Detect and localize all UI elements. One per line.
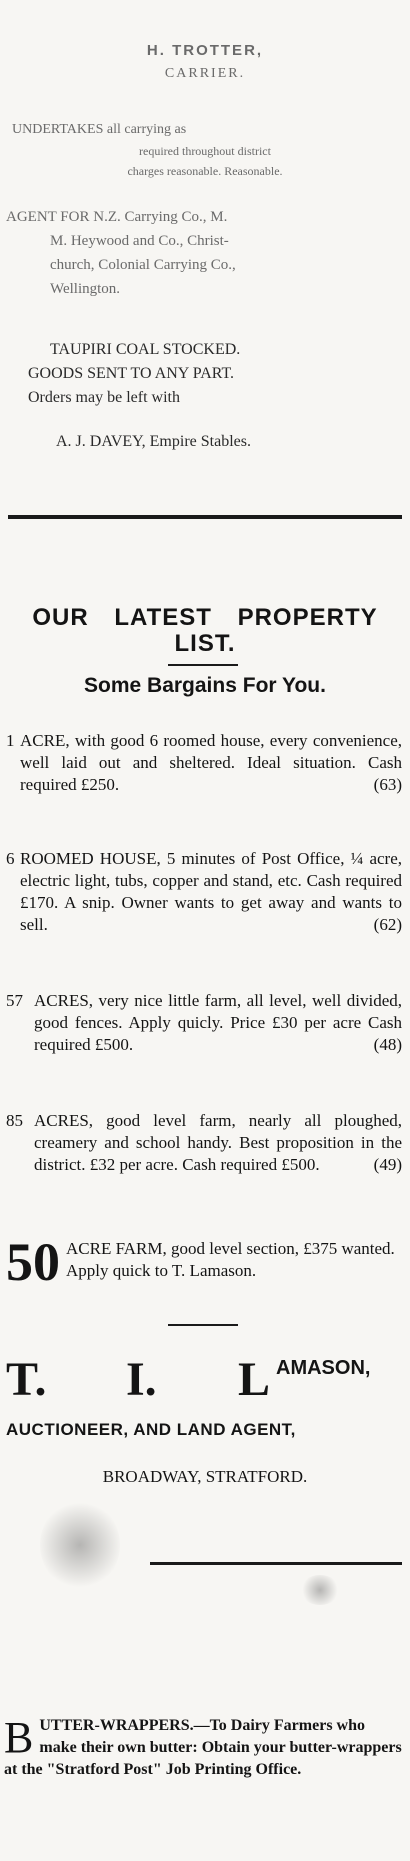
trotter-agent-line-2: M. Heywood and Co., Christ- <box>50 233 229 249</box>
lamason-surname: AMASON, <box>276 1357 371 1379</box>
trotter-name: H. TROTTER, <box>146 42 264 59</box>
trotter-coal-line: TAUPIRI COAL STOCKED. <box>50 341 241 358</box>
listing-item <box>6 990 402 1056</box>
lamason-initial-l: L <box>238 1353 271 1406</box>
lamason-name <box>6 1352 404 1408</box>
listing-first-line: ACRES, good level farm, nearly all <box>34 1111 322 1130</box>
heading-underline <box>168 664 238 666</box>
section-rule <box>8 515 402 519</box>
trotter-davey-line: A. J. DAVEY, Empire Stables. <box>56 433 251 450</box>
trotter-trade: CARRIER. <box>164 66 246 81</box>
butter-headline: UTTER-WRAPPERS.—To Dairy <box>39 1717 270 1734</box>
butter-text: Farmers who make their own butter: Obtain your butter-wrappers at the "Stratford Post" Job Printing Office. <box>4 1717 402 1778</box>
trotter-line-2: required throughout district <box>139 144 271 158</box>
farm-listing <box>6 1232 402 1292</box>
trotter-agent-line-4: Wellington. <box>50 281 121 297</box>
listing-text: every convenience, well laid out and sheltered. Ideal situation. Cash required £250. <box>20 731 403 794</box>
farm-text: ACRE FARM, good level section, £375 wanted. Apply quick to T. Lamason. <box>66 1239 395 1280</box>
listing-first-line: ACRES, very nice little farm, all <box>34 991 264 1010</box>
listing-divider <box>168 1324 238 1326</box>
listing-text: level, well divided, good fences. Apply quicly. Price £30 per acre Cash required £500. <box>34 991 402 1054</box>
listing-first-line: ROOMED HOUSE, 5 minutes of <box>20 849 256 868</box>
section-rule <box>150 1562 402 1565</box>
butter-dropcap: B <box>4 1713 34 1762</box>
listing-first-line: ACRE, with good 6 roomed house, <box>20 731 265 750</box>
listing-text: Post Office, ¼ acre, electric light, tubs, copper and stand, etc. Cash required £170. A snip. Owner wants to get away and wants to sell. <box>20 849 402 934</box>
lamason-title: AUCTIONEER, AND LAND AGENT, <box>6 1420 296 1439</box>
listing-text: ploughed, creamery and school handy. Best proposition in the district. £32 per acre. Cash required £500. <box>34 1111 403 1174</box>
listing-item <box>6 730 402 796</box>
trotter-goods-line: GOODS SENT TO ANY PART. <box>28 365 235 382</box>
lamason-initial-t: T. <box>6 1353 47 1406</box>
lamason-initial-i: I. <box>126 1353 157 1406</box>
listing-number: 6 <box>6 849 15 868</box>
listing-ref: (49) <box>373 1155 402 1174</box>
ink-smudge <box>40 1500 120 1590</box>
listing-ref: (63) <box>373 775 402 794</box>
trotter-orders-line: Orders may be left with <box>28 389 180 406</box>
listing-number: 85 <box>6 1111 23 1130</box>
trotter-agent-line-1: AGENT FOR N.Z. Carrying Co., M. <box>6 209 228 225</box>
listing-item <box>6 848 402 936</box>
ink-smudge <box>300 1575 340 1605</box>
butter-wrappers-ad <box>4 1715 404 1781</box>
listing-number: 57 <box>6 991 23 1010</box>
trotter-agent-line-3: church, Colonial Carrying Co., <box>50 257 236 273</box>
listing-ref: (62) <box>373 915 402 934</box>
listing-ref: (48) <box>373 1035 402 1054</box>
trotter-line-1: UNDERTAKES all carrying as <box>12 122 187 137</box>
lamason-address: BROADWAY, STRATFORD. <box>102 1467 308 1486</box>
farm-number: 50 <box>6 1232 60 1292</box>
listing-item <box>6 1110 402 1176</box>
listing-number: 1 <box>6 731 15 750</box>
property-list-subheading: Some Bargains For You. <box>84 674 326 697</box>
property-list-heading: OUR LATEST PROPERTY LIST. <box>32 604 378 657</box>
trotter-line-3: charges reasonable. Reasonable. <box>127 164 283 178</box>
